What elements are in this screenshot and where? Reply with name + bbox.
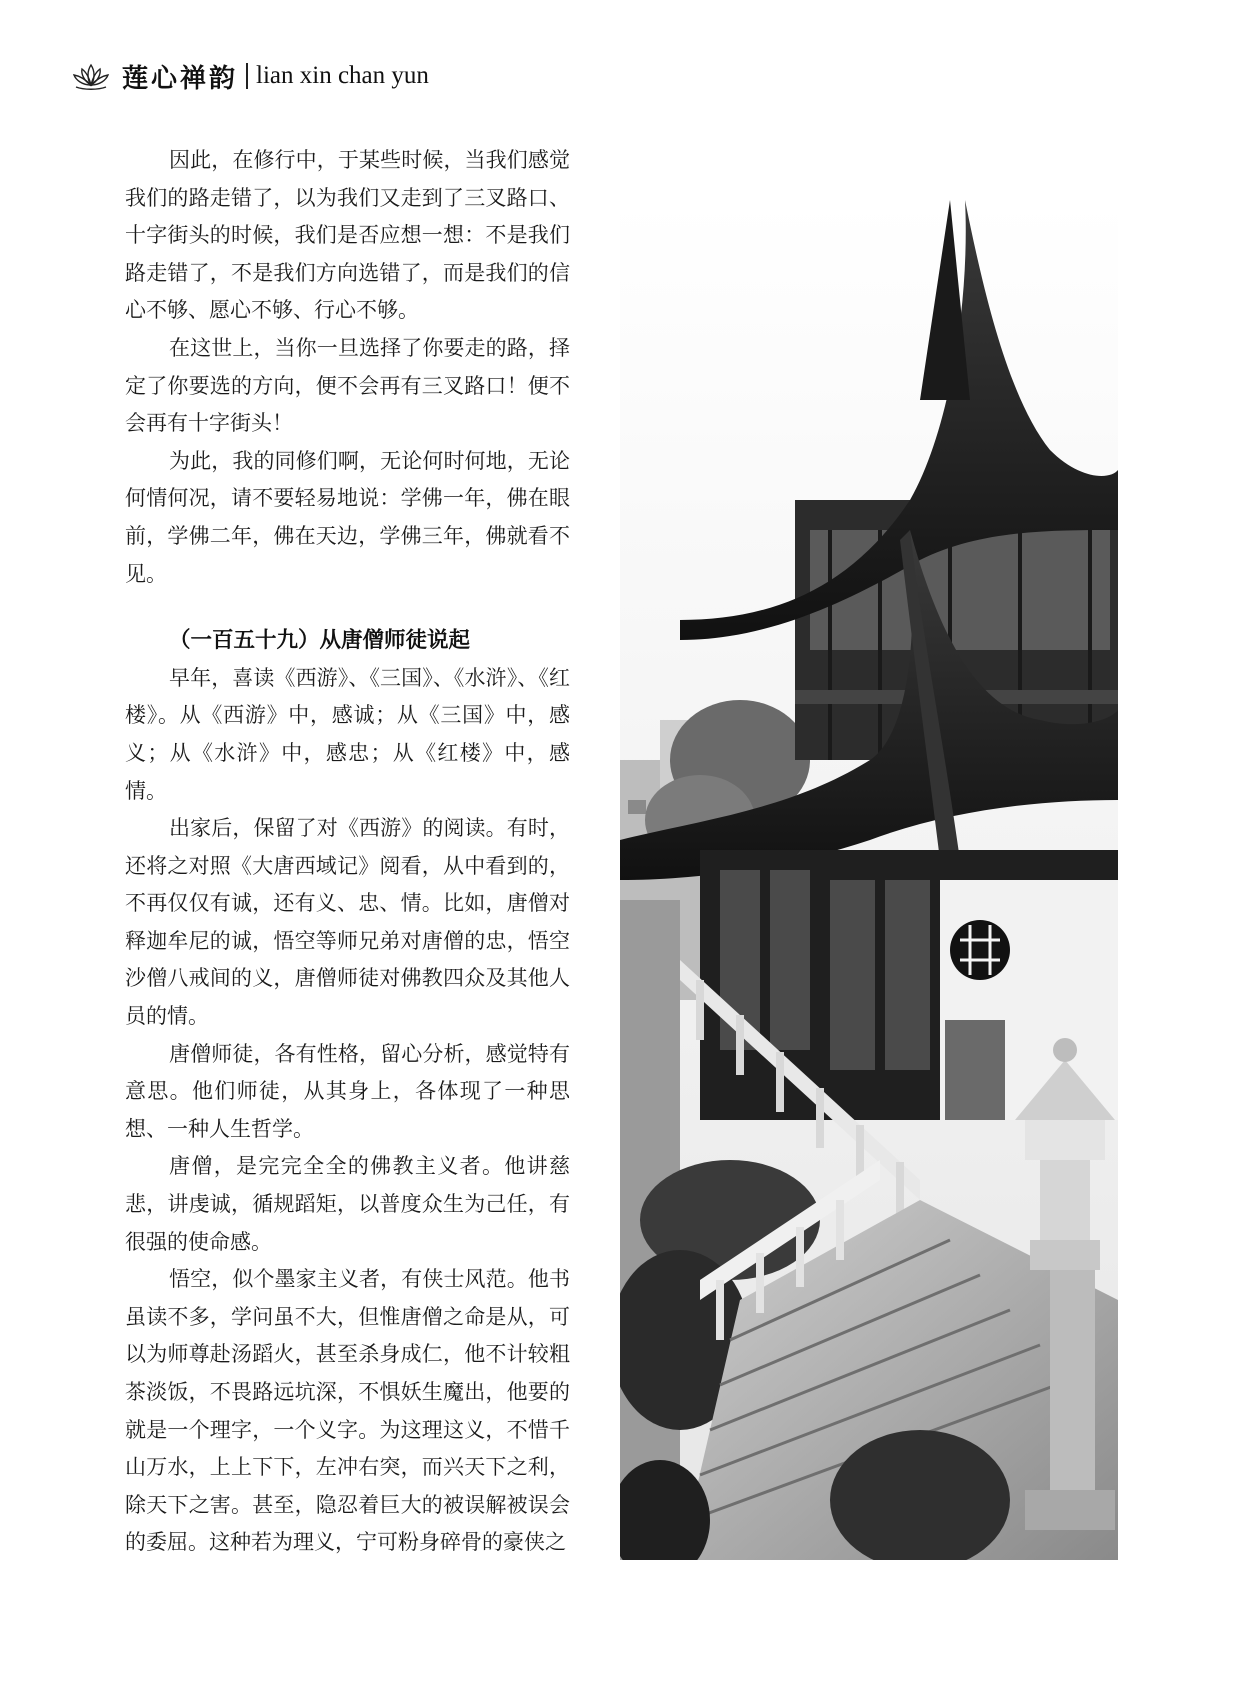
magazine-title: 莲心禅韵 xyxy=(122,63,239,94)
page-header xyxy=(70,56,429,96)
header-divider xyxy=(246,63,248,89)
paragraph: 因此，在修行中，于某些时候，当我们感觉我们的路走错了，以为我们又走到了三叉路口、十字街头的时候，我们是否应想一想：不是我们路走错了，不是我们方向选错了，而是我们的信心不够、愿心不够、行心不够。 xyxy=(125,148,570,323)
paragraph: 唐僧师徒，各有性格，留心分析，感觉特有意思。他们师徒，从其身上，各体现了一种思想、一种人生哲学。 xyxy=(125,1041,570,1141)
article-text xyxy=(125,142,570,1562)
paragraph: 早年，喜读《西游》、《三国》、《水浒》、《红楼》。从《西游》中，感诚；从《三国》中，感义；从《水浒》中，感忠；从《红楼》中，感情。 xyxy=(125,665,570,803)
magazine-title-pinyin: lian xin chan yun xyxy=(256,62,429,89)
paragraph: 唐僧，是完完全全的佛教主义者。他讲慈悲，讲虔诚，循规蹈矩，以普度众生为己任，有很强的使命感。 xyxy=(125,1154,570,1254)
paragraph: 悟空，似个墨家主义者，有侠士风范。他书虽读不多，学问虽不大，但惟唐僧之命是从，可以为师尊赴汤蹈火，甚至杀身成仁，他不计较粗茶淡饭，不畏路远坑深，不惧妖生魔出，他要的就是一个理字，一个义字。为这理这义，不惜千山万水，上上下下，左冲右突，而兴天下之利，除天下之害。甚至，隐忍着巨大的被误解被误会的委屈。这种若为理义，宁可粉身碎骨的豪侠之 xyxy=(125,1267,570,1555)
paragraph: 为此，我的同修们啊，无论何时何地，无论何情何况，请不要轻易地说：学佛一年，佛在眼前，学佛二年，佛在天边，学佛三年，佛就看不见。 xyxy=(125,448,570,586)
paragraph: 在这世上，当你一旦选择了你要走的路，择定了你要选的方向，便不会再有三叉路口！便不会再有十字街头！ xyxy=(125,335,570,436)
paragraph: 出家后，保留了对《西游》的阅读。有时，还将之对照《大唐西域记》阅看，从中看到的，不再仅仅有诚，还有义、忠、情。比如，唐僧对释迦牟尼的诚，悟空等师兄弟对唐僧的忠，悟空沙僧八戒间的义，唐僧师徒对佛教四众及其他人员的情。 xyxy=(125,816,570,1029)
section-title: （一百五十九）从唐僧师徒说起 xyxy=(169,628,471,654)
lotus-icon xyxy=(70,61,112,91)
temple-photo xyxy=(620,200,1118,1560)
